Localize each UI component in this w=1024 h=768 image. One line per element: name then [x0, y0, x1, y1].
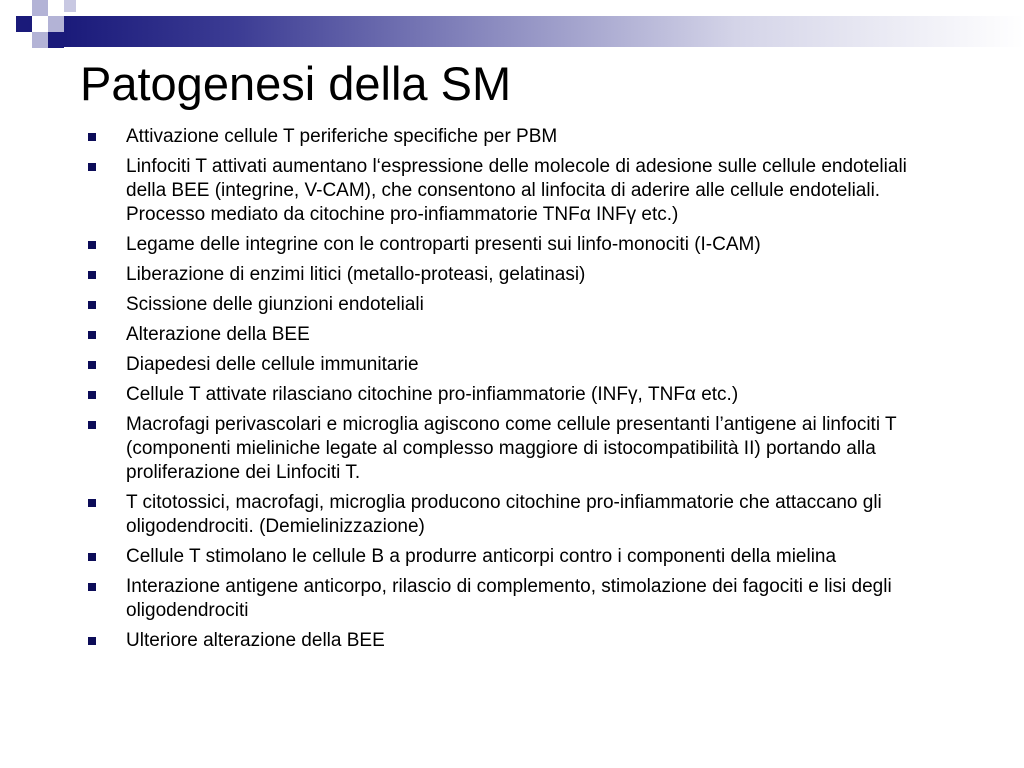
square-bullet-icon	[88, 637, 96, 645]
bullet-item	[88, 629, 948, 653]
bullet-item	[88, 575, 948, 623]
square-bullet-icon	[88, 163, 96, 171]
bullet-item	[88, 353, 948, 377]
bullet-text: Liberazione di enzimi litici (metallo-proteasi, gelatinasi)	[126, 264, 586, 285]
decor-square-light	[32, 32, 48, 48]
bullet-item	[88, 413, 948, 485]
bullet-item	[88, 125, 948, 149]
bullet-item	[88, 491, 948, 539]
square-bullet-icon	[88, 331, 96, 339]
bullet-text: Scissione delle giunzioni endoteliali	[126, 294, 424, 315]
bullet-text: Attivazione cellule T periferiche specifiche per PBM	[126, 126, 558, 147]
header-gradient-bar	[64, 16, 1024, 47]
bullet-text: Cellule T attivate rilasciano citochine pro-infiammatorie (INFγ, TNFα etc.)	[126, 384, 739, 405]
square-bullet-icon	[88, 499, 96, 507]
bullet-text: Cellule T stimolano le cellule B a produrre anticorpi contro i componenti della mielina	[126, 546, 837, 567]
bullet-text: Linfociti T attivati aumentano l‘espressione delle molecole di adesione sulle cellule endoteliali della BEE (integrine, V-CAM), che consentono al linfocita di aderire alle cellule endoteliali. Processo mediato da citochine pro-infiammatorie TNFα INFγ etc.)	[126, 156, 907, 225]
bullet-item	[88, 323, 948, 347]
decor-square-light	[64, 0, 76, 12]
bullet-text: Alterazione della BEE	[126, 324, 310, 345]
square-bullet-icon	[88, 361, 96, 369]
bullet-text: Ulteriore alterazione della BEE	[126, 630, 385, 651]
square-bullet-icon	[88, 553, 96, 561]
decor-square-dark	[48, 32, 64, 48]
bullet-text: Interazione antigene anticorpo, rilascio di complemento, stimolazione dei fagociti e lisi degli oligodendrociti	[126, 576, 892, 621]
decor-square-light	[32, 0, 48, 16]
bullet-item	[88, 155, 948, 227]
bullet-text: T citotossici, macrofagi, microglia producono citochine pro-infiammatorie che attaccano gli oligodendrociti. (Demielinizzazione)	[126, 492, 882, 537]
bullet-text: Diapedesi delle cellule immunitarie	[126, 354, 419, 375]
decor-square-light	[48, 16, 64, 32]
square-bullet-icon	[88, 301, 96, 309]
square-bullet-icon	[88, 421, 96, 429]
bullet-item	[88, 263, 948, 287]
square-bullet-icon	[88, 133, 96, 141]
decor-square-dark	[16, 16, 32, 32]
bullet-text: Legame delle integrine con le controparti presenti sui linfo-monociti (I-CAM)	[126, 234, 761, 255]
bullet-item	[88, 383, 948, 407]
square-bullet-icon	[88, 271, 96, 279]
bullet-item	[88, 233, 948, 257]
slide-title: Patogenesi della SM	[80, 57, 512, 110]
bullet-text: Macrofagi perivascolari e microglia agiscono come cellule presentanti l’antigene ai linfociti T (componenti mieliniche legate al complesso maggiore di istocompatibilità II) portando alla proliferazione dei Linfociti T.	[126, 414, 897, 483]
square-bullet-icon	[88, 241, 96, 249]
bullet-item	[88, 545, 948, 569]
square-bullet-icon	[88, 583, 96, 591]
bullet-list	[88, 125, 948, 659]
square-bullet-icon	[88, 391, 96, 399]
bullet-item	[88, 293, 948, 317]
